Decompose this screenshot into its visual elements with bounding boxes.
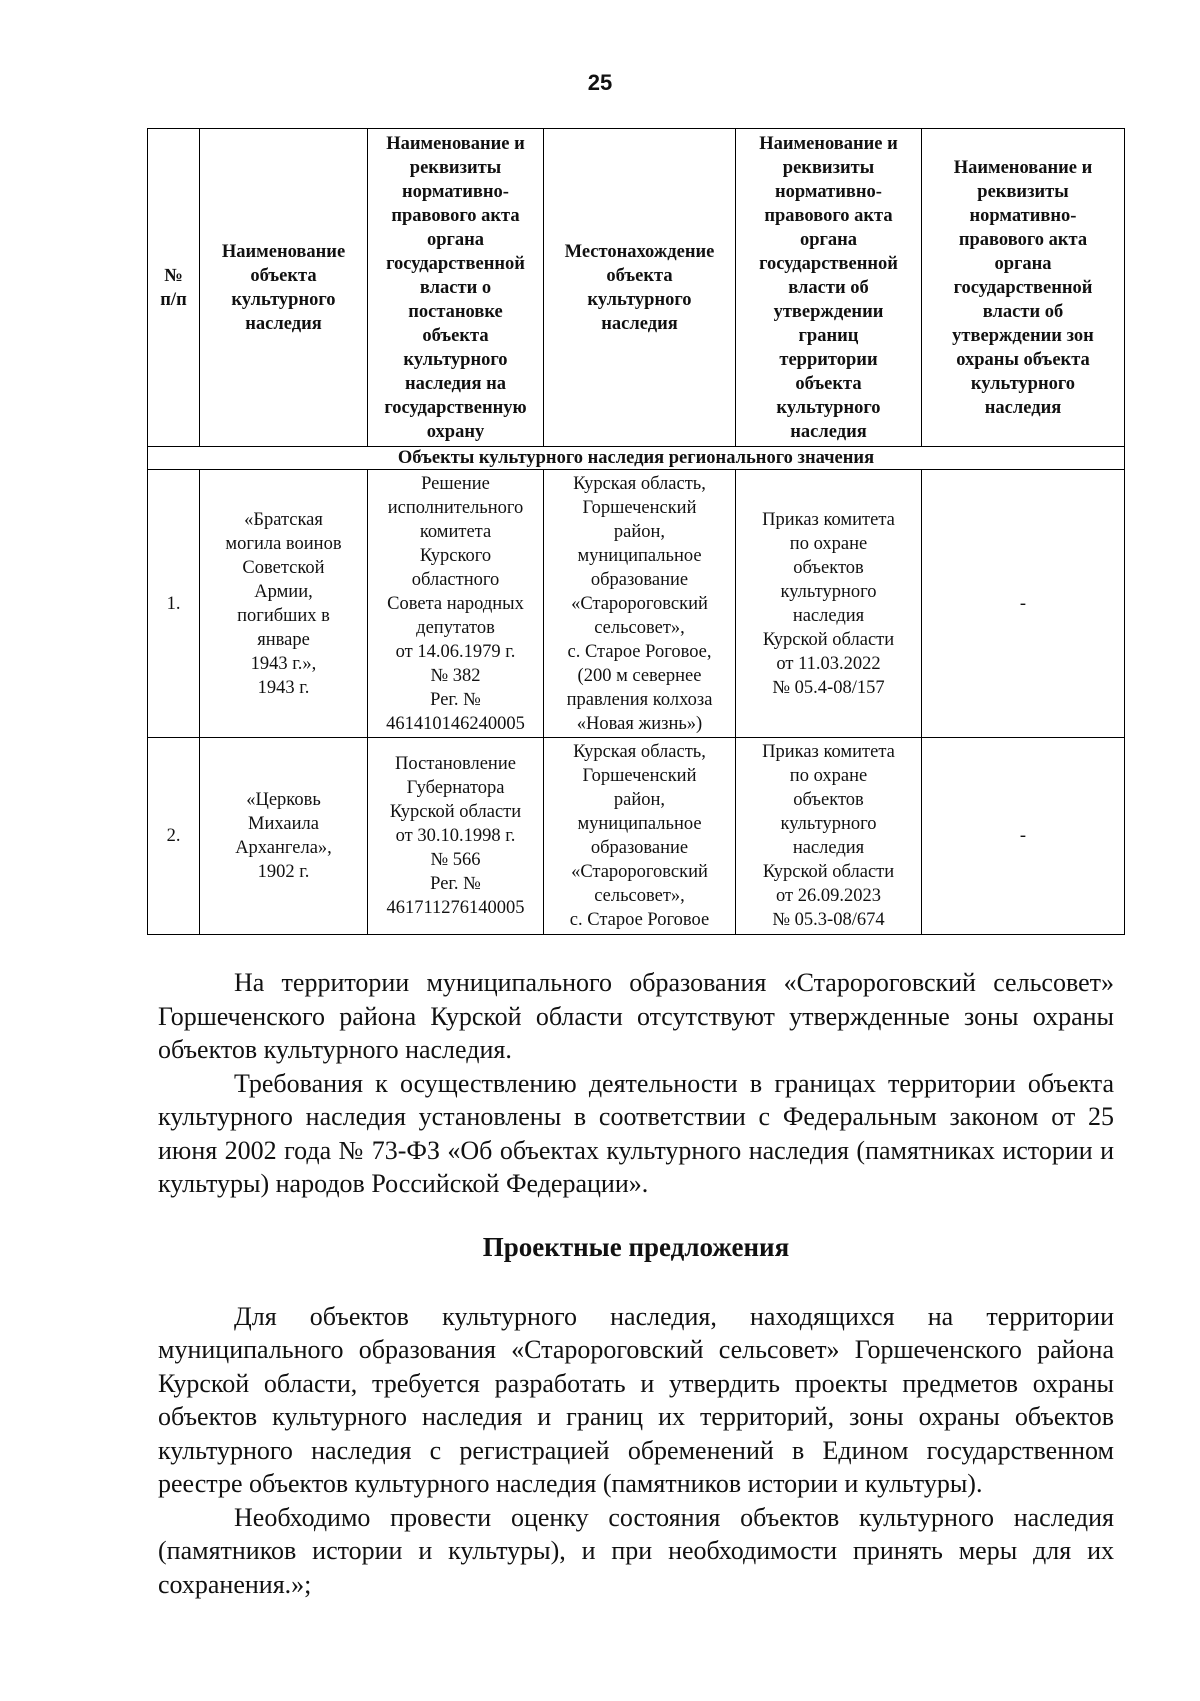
table-header-row xyxy=(148,129,1125,447)
header-zones-act: Наименование и реквизиты нормативно- правового акта органа государственной власти об утверждении зон охраны объекта культурного наследия xyxy=(922,129,1125,447)
row-number: 1. xyxy=(148,470,200,738)
paragraph-requirements: Требования к осуществлению деятельности в границах территории объекта культурного наследия установлены в соответствии с Федеральным законом от 25 июня 2002 года № 73-ФЗ «Об объектах культурного наследия (памятниках истории и культуры) народов Российской Федерации». xyxy=(158,1068,1114,1198)
object-location: Курская область, Горшеченский район, муниципальное образование «Старороговский сельсовет», с. Старое Роговое xyxy=(544,738,736,935)
protection-act: Решение исполнительного комитета Курского областного Совета народных депутатов от 14.06.1979 г. № 382 Рег. № 461410146240005 xyxy=(368,470,544,738)
section-heading: Проектные предложения xyxy=(482,1231,790,1262)
paragraph-no-zones: На территории муниципального образования «Старороговский сельсовет» Горшеченского района Курской области отсутствуют утвержденные зоны охраны объектов культурного наследия. xyxy=(158,968,1114,1064)
section-title: Объекты культурного наследия регионального значения xyxy=(148,447,1125,470)
object-location: Курская область, Горшеченский район, муниципальное образование «Старороговский сельсовет», с. Старое Роговое, (200 м севернее правления колхоза «Новая жизнь») xyxy=(544,470,736,738)
page-number: 25 xyxy=(587,70,613,95)
zones-act: - xyxy=(922,738,1125,935)
table-row xyxy=(148,470,1125,738)
paragraph-proposals: Для объектов культурного наследия, находящихся на территории муниципального образования «Старороговский сельсовет» Горшеченского района Курской области, требуется разработать и утвердить проекты предметов охраны объектов культурного наследия и границ их территорий, зоны охраны объектов культурного наследия с регистрацией обременений в Едином государственном реестре объектов культурного наследия (памятников истории и культуры). xyxy=(158,1301,1114,1498)
header-location: Местонахождение объекта культурного наследия xyxy=(544,129,736,447)
object-name: «Церковь Михаила Архангела», 1902 г. xyxy=(200,738,368,935)
section-row xyxy=(148,447,1125,470)
territory-act: Приказ комитета по охране объектов культурного наследия Курской области от 26.09.2023 № 05.3-08/674 xyxy=(736,738,922,935)
object-name: «Братская могила воинов Советской Армии, погибших в январе 1943 г.», 1943 г. xyxy=(200,470,368,738)
heritage-objects-table xyxy=(147,128,1125,935)
header-territory-act: Наименование и реквизиты нормативно- правового акта органа государственной власти об утверждении границ территории объекта культурного наследия xyxy=(736,129,922,447)
row-number: 2. xyxy=(148,738,200,935)
zones-act: - xyxy=(922,470,1125,738)
paragraph-assessment: Необходимо провести оценку состояния объектов культурного наследия (памятников истории и культуры), и при необходимости принять меры для их сохранения.»; xyxy=(158,1502,1114,1599)
protection-act: Постановление Губернатора Курской области от 30.10.1998 г. № 566 Рег. № 461711276140005 xyxy=(368,738,544,935)
header-object-name: Наименование объекта культурного наследия xyxy=(200,129,368,447)
territory-act: Приказ комитета по охране объектов культурного наследия Курской области от 11.03.2022 № 05.4-08/157 xyxy=(736,470,922,738)
body-text xyxy=(158,966,1114,1601)
header-number: № п/п xyxy=(148,129,200,447)
table-row xyxy=(148,738,1125,935)
header-protection-act: Наименование и реквизиты нормативно- правового акта органа государственной власти о постановке объекта культурного наследия на государственную охрану xyxy=(368,129,544,447)
